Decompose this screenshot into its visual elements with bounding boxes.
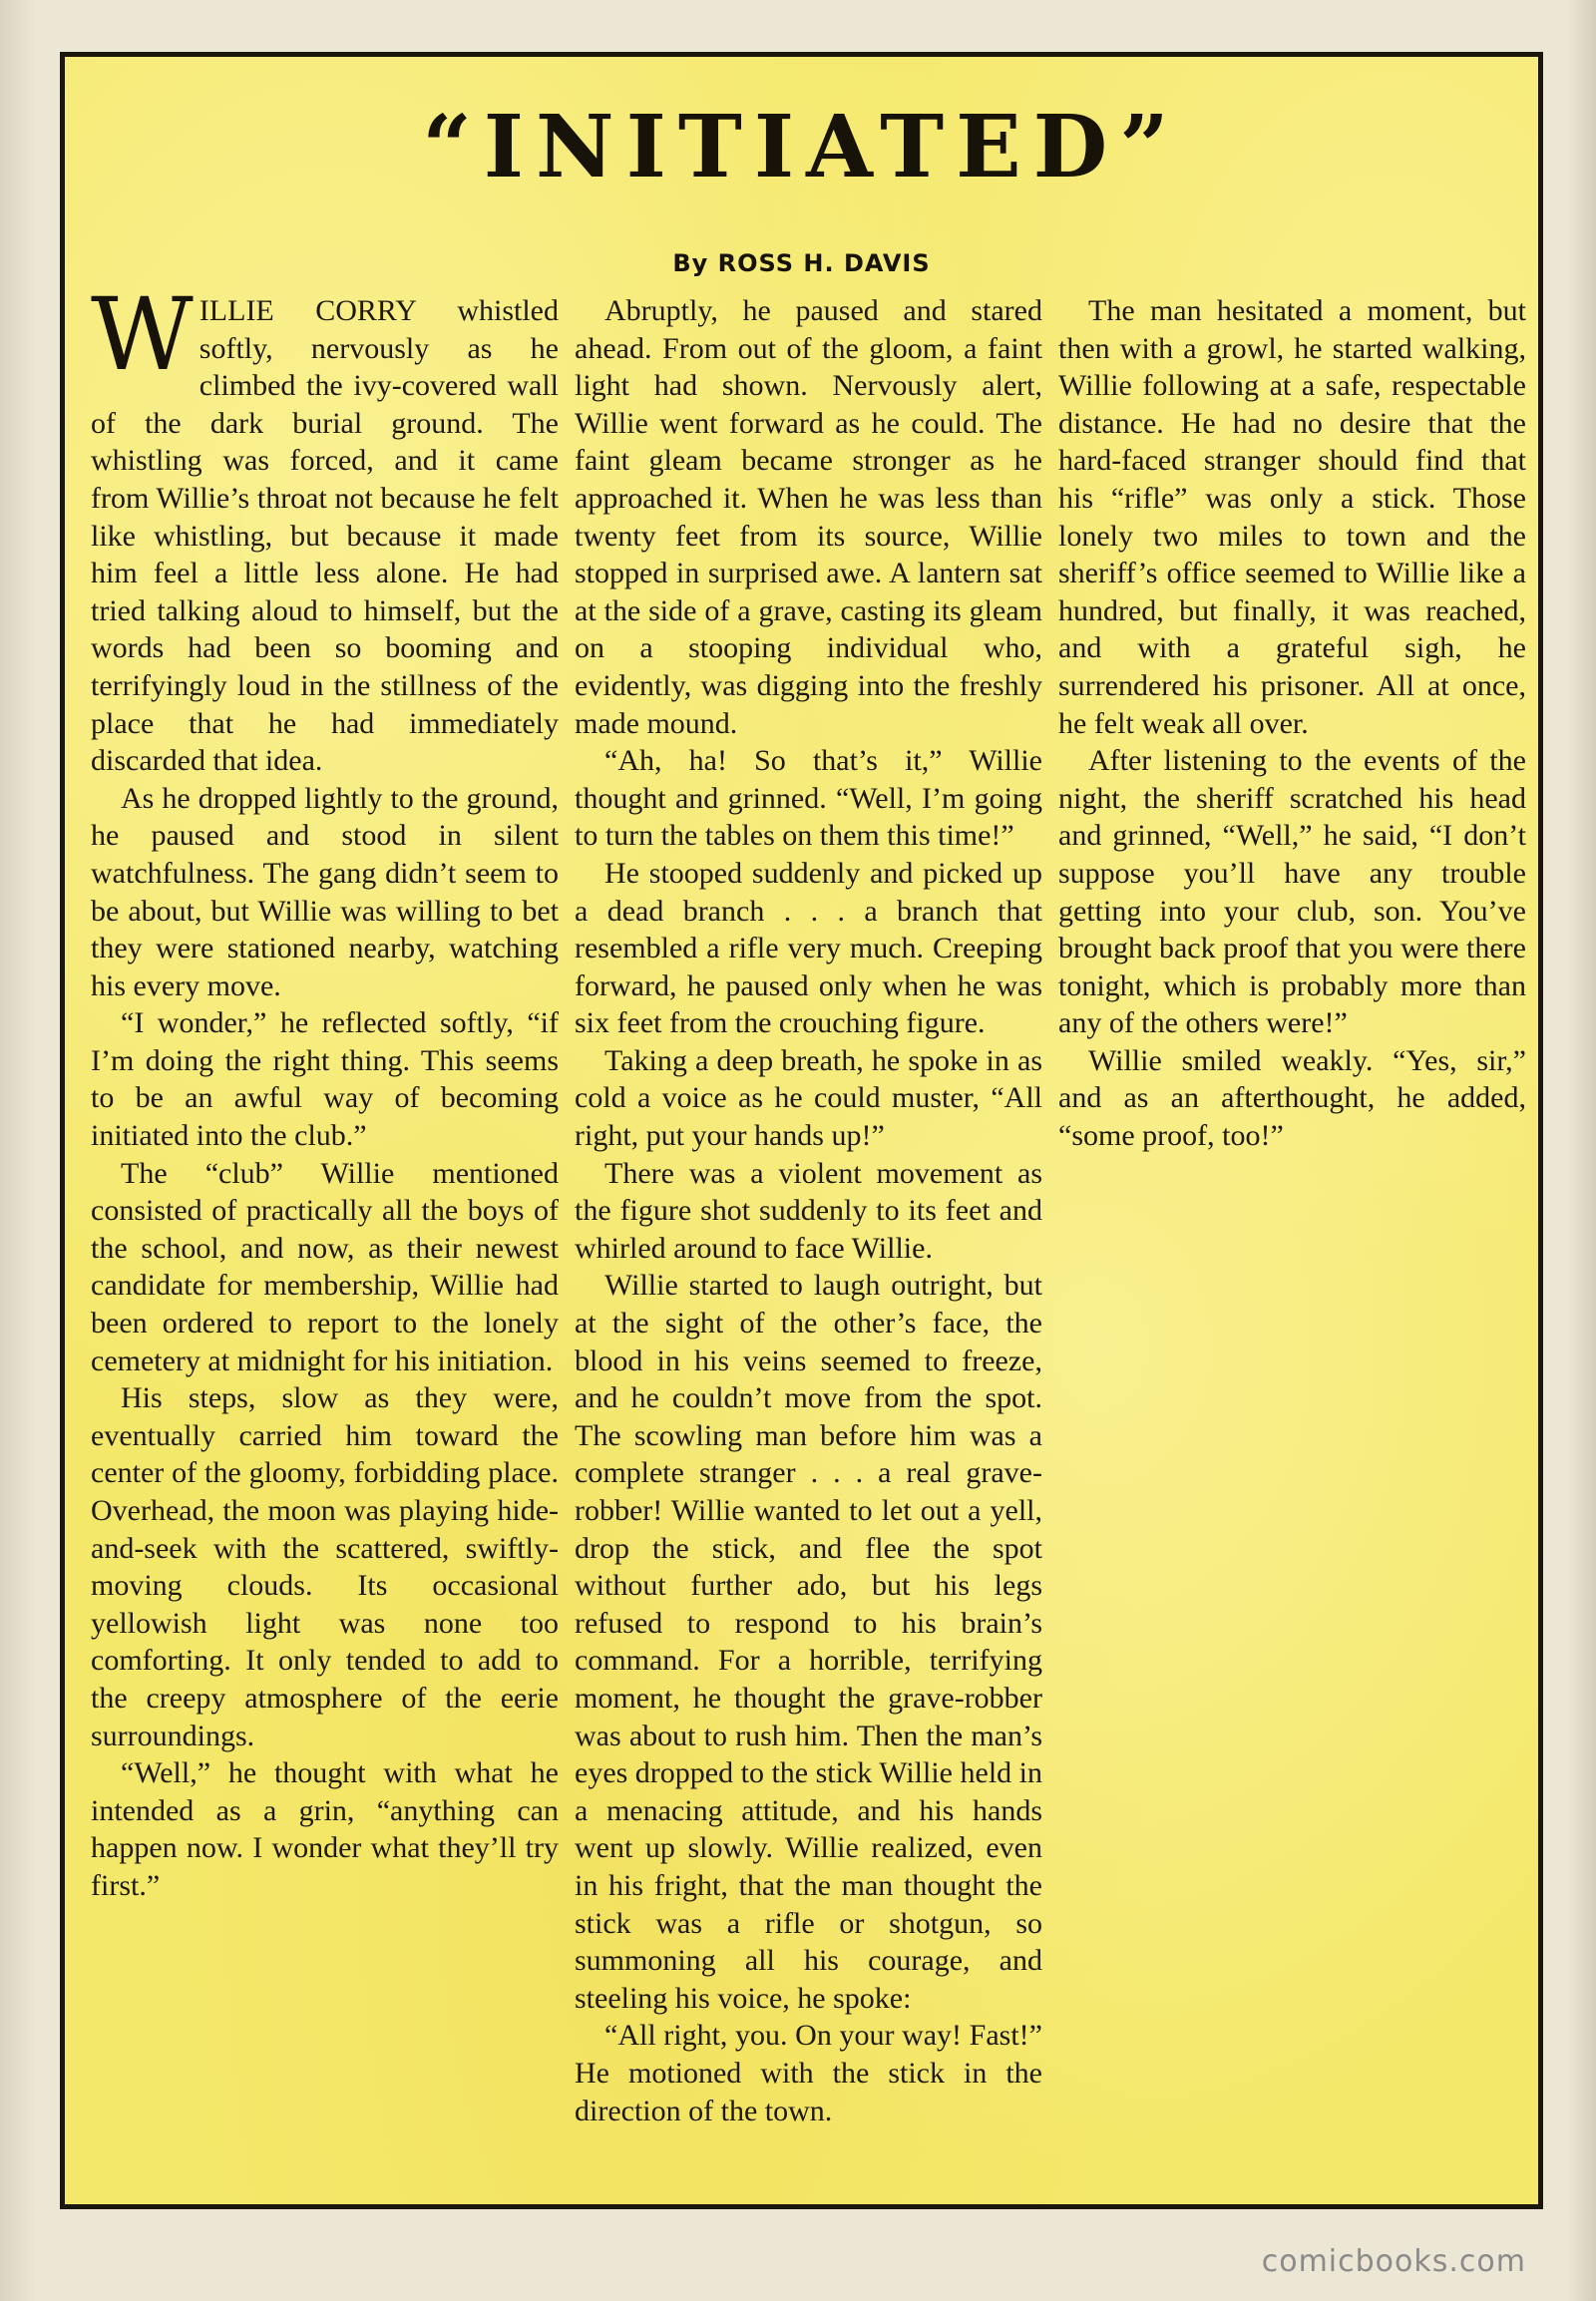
byline: By ROSS H. DAVIS [672,249,931,277]
site-watermark: comicbooks.com [1261,2244,1526,2279]
paragraph: Willie started to laugh outright, but at the sight of the other’s face, the blood in his veins seemed to freeze, and he couldn’t move from the spot. The scowling man before him was a complete stranger . . . a real grave-robber! Willie wanted to let out a yell, drop the stick, and flee the spot without further ado, but his legs refused to respond to his brain’s command. For a horrible, terrifying moment, he thought the grave-robber was about to rush him. Then the man’s eyes dropped to the stick Willie held in a menacing attitude, and his hands went up slowly. Willie realized, even in his fright, that the man thought the stick was a rifle or shotgun, so summoning all his courage, and steeling his voice, he spoke: [575,1269,1042,2015]
paragraph: The man hesitated a moment, but then with a growl, he started walking, Willie following at a safe, respectable distance. He had no desire that the hard-faced stranger should find that his “rifle” was only a stick. Those lonely two miles to town and the sheriff’s office seemed to Willie like a hundred, but finally, it was reached, and with a grateful sigh, he surrendered his prisoner. All at once, he felt weak all over. [1058,294,1526,740]
paragraph: Willie smiled weakly. “Yes, sir,” and as an afterthought, he added, “some proof, too!” [1058,1043,1526,1153]
story-panel [60,52,1543,2209]
paragraph: The “club” Willie mentioned consisted of practically all the boys of the school, and now, as their newest candidate for membership, Willie had been ordered to report to the lonely cemetery at midnight for his initiation. [91,1156,559,1377]
paragraph-1-text: whistled softly, nervously as he climbed the ivy-covered wall of the dark burial ground. The whistling was forced, and it came from Willie’s throat not because he felt like whistling, but because it made him feel a little less alone. He had tried talking aloud to himself, but the words had been so booming and terrifyingly loud in the stillness of the place that he had immediately discarded that idea. [91,294,559,778]
paragraph: He stooped suddenly and picked up a dead branch . . . a branch that resembled a rifle very much. Creeping forward, he paused only when he was six feet from the crouching figure. [575,856,1042,1040]
paragraph-1 [91,292,559,780]
paragraph: Taking a deep breath, he spoke in as cold a voice as he could muster, “All right, put your hands up!” [575,1043,1042,1153]
paragraph: “All right, you. On your way! Fast!” He motioned with the stick in the direction of the town. [575,2019,1042,2127]
story-title: “INITIATED” [422,97,1181,197]
paragraph: “Well,” he thought with what he intended as a grin, “anything can happen now. I wonder what they’ll try first.” [91,1756,559,1902]
paragraph: After listening to the events of the night, the sheriff scratched his head and grinned, “Well,” he said, “I don’t suppose you’ll have any trouble getting into your club, son. You’ve brought back proof that you were there tonight, which is probably more than any of the others were!” [1058,744,1526,1040]
paragraph: As he dropped lightly to the ground, he paused and stood in silent watchfulness. The gang didn’t seem to be about, but Willie was willing to bet they were stationed nearby, watching his every move. [91,781,559,1002]
paragraph: His steps, slow as they were, eventually carried him toward the center of the gloomy, forbidding place. Overhead, the moon was playing hide-and-seek with the scattered, swiftly-moving clouds. Its occasional yellowish light was none too comforting. It only tended to add to the creepy atmosphere of the eerie surroundings. [91,1381,559,1752]
drop-cap: W [91,292,194,393]
text-columns [91,292,1527,2192]
column-1 [91,292,559,2192]
column-2 [575,292,1042,2192]
paragraph: “I wonder,” he reflected softly, “if I’m doing the right thing. This seems to be an awful way of becoming initiated into the club.” [91,1006,559,1153]
paragraph: “Ah, ha! So that’s it,” Willie thought and grinned. “Well, I’m going to turn the tables on them this time!” [575,744,1042,853]
lead-words: ILLIE CORRY [199,294,416,327]
column-3 [1058,292,1526,2192]
paragraph: Abruptly, he paused and stared ahead. From out of the gloom, a faint light had shown. Nervously alert, Willie went forward as he could. The faint gleam became stronger as he approached it. When he was less than twenty feet from its source, Willie stopped in surprised awe. A lantern sat at the side of a grave, casting its gleam on a stooping individual who, evidently, was digging into the freshly made mound. [575,294,1042,740]
paragraph: There was a violent movement as the figure shot suddenly to its feet and whirled around to face Willie. [575,1156,1042,1265]
page-edge-right [1568,0,1596,2301]
page-edge-left [0,0,34,2301]
